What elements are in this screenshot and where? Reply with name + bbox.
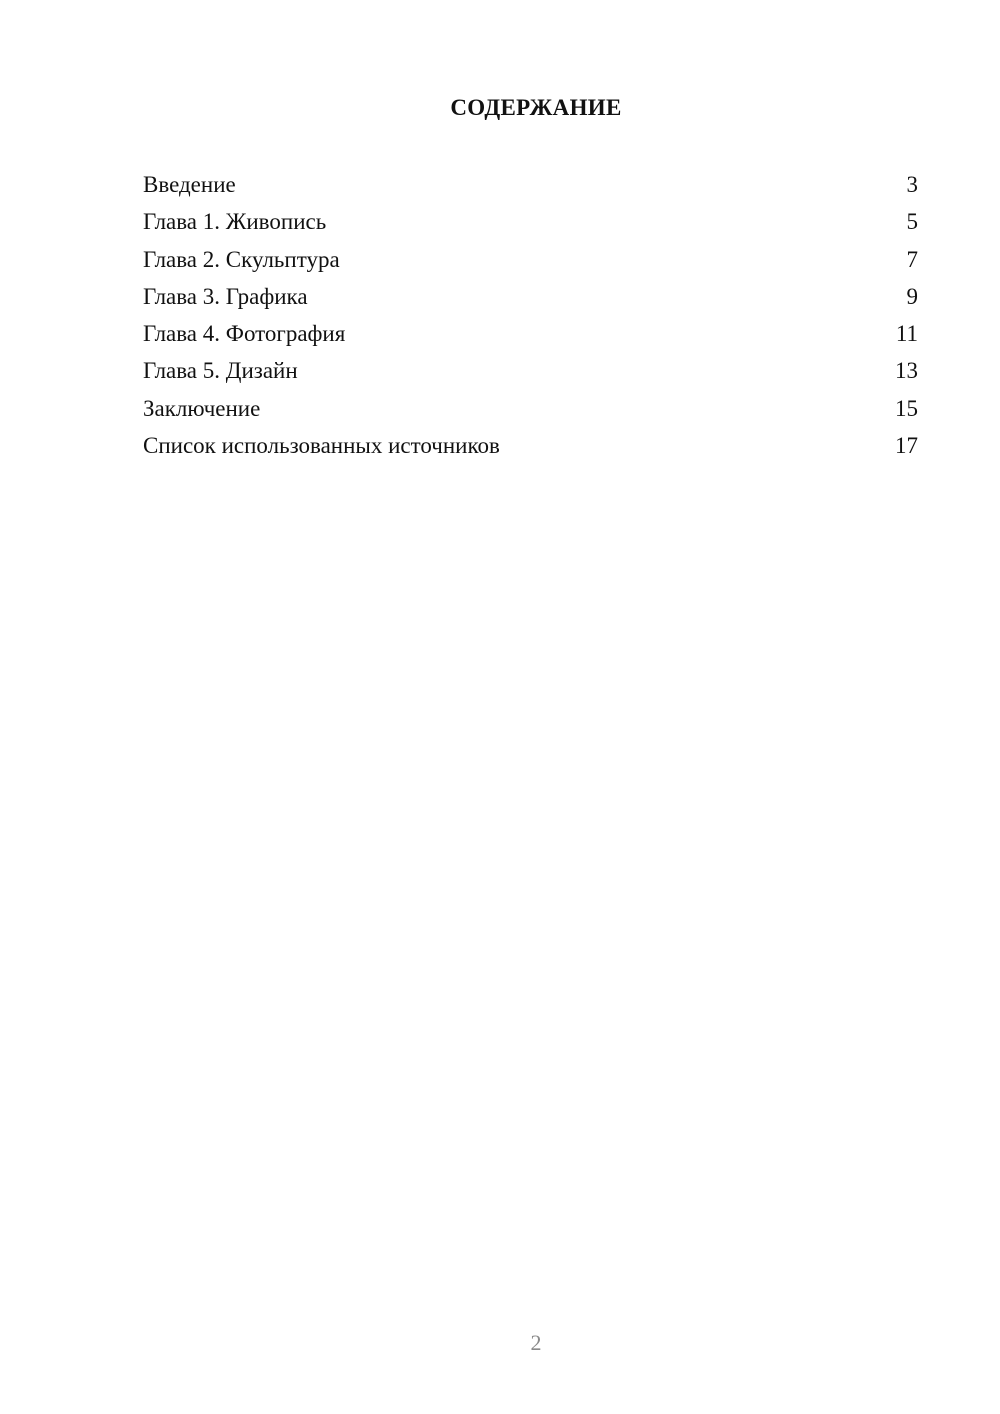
toc-entry[interactable] xyxy=(143,354,918,391)
table-of-contents xyxy=(143,168,918,466)
toc-entry-label: Глава 1. Живопись xyxy=(143,209,327,235)
toc-entry[interactable] xyxy=(143,317,918,354)
toc-entry-page: 11 xyxy=(895,321,918,347)
toc-entry-label: Глава 2. Скульптура xyxy=(143,246,340,272)
toc-entry-label: Глава 5. Дизайн xyxy=(143,358,298,384)
toc-entry-label: Введение xyxy=(143,172,236,197)
toc-entry[interactable] xyxy=(143,392,918,429)
toc-entry-page: 5 xyxy=(906,209,918,235)
page-title: СОДЕРЖАНИЕ xyxy=(450,95,622,120)
toc-entry[interactable] xyxy=(143,243,918,280)
page-number: 2 xyxy=(530,1330,542,1355)
toc-entry[interactable] xyxy=(143,168,918,205)
toc-entry[interactable] xyxy=(143,205,918,242)
toc-entry-page: 13 xyxy=(895,358,918,384)
toc-entry-page: 17 xyxy=(895,433,918,459)
toc-entry[interactable] xyxy=(143,280,918,317)
toc-entry-label: Заключение xyxy=(143,395,261,421)
toc-entry-page: 3 xyxy=(906,172,918,197)
toc-entry-page: 7 xyxy=(906,246,918,272)
toc-entry-label: Глава 3. Графика xyxy=(143,283,308,309)
toc-entry-label: Глава 4. Фотография xyxy=(143,321,346,347)
toc-entry-page: 9 xyxy=(906,283,918,309)
toc-entry-label: Список использованных источников xyxy=(143,433,500,459)
toc-entry[interactable] xyxy=(143,429,918,466)
toc-entry-page: 15 xyxy=(895,395,918,421)
